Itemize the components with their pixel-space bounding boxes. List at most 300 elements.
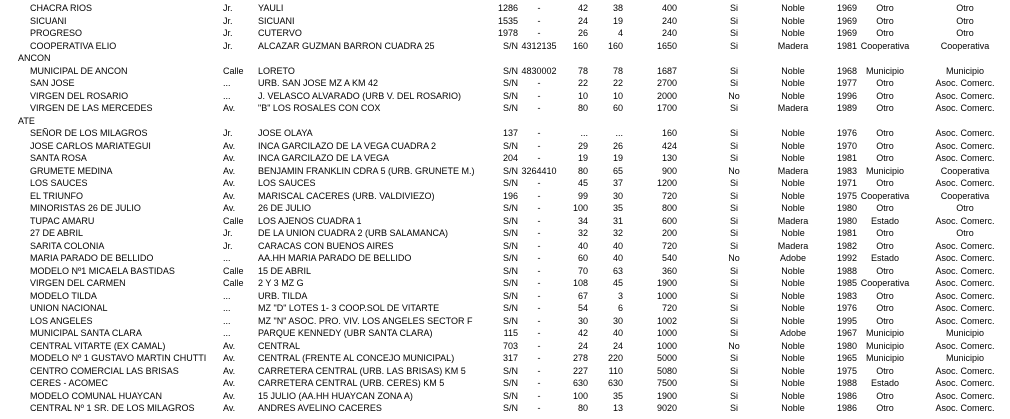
market-name-cell: SEÑOR DE LOS MILAGROS (30, 128, 148, 138)
owner-land-cell: Otro (876, 403, 894, 413)
owner-building-cell: Otro (956, 228, 974, 238)
owner-land-cell: Cooperativa (860, 40, 910, 51)
stalls-total-cell: ... (580, 128, 588, 138)
table-row (0, 77, 1010, 90)
market-name-cell: LOS SAUCES (30, 178, 88, 188)
owner-building-cell: Asoc. Comerc. (935, 315, 995, 326)
owner-land-cell: Municipio (865, 165, 905, 176)
market-name-cell: MINORISTAS 26 DE JULIO (30, 203, 141, 213)
market-name-cell: 27 DE ABRIL (30, 228, 84, 238)
table-row (0, 402, 1010, 415)
market-name-cell: CHACRA RIOS (30, 3, 93, 13)
water-service-cell: Si (729, 390, 738, 401)
market-name-cell: GRUMETE MEDINA (30, 165, 113, 176)
owner-building-cell: Asoc. Comerc. (935, 90, 995, 101)
water-service-cell: Si (729, 215, 738, 226)
phone-cell: - (537, 215, 541, 226)
street-type-cell: Calle (223, 278, 244, 288)
year-founded-cell: 1981 (836, 228, 858, 238)
stalls-active-cell: 19 (612, 15, 623, 26)
material-cell: Noble (781, 153, 805, 163)
stalls-active-cell: 13 (612, 403, 623, 413)
stalls-total-cell: 60 (577, 253, 588, 263)
material-cell: Noble (781, 403, 805, 413)
material-cell: Madera (777, 165, 809, 176)
street-type-cell: ... (223, 78, 231, 88)
owner-land-cell: Otro (876, 128, 894, 138)
area-cell: 400 (661, 3, 677, 13)
water-service-cell: Si (729, 328, 738, 338)
year-founded-cell: 1975 (836, 365, 858, 376)
table-row (0, 2, 1010, 15)
owner-building-cell: Cooperativa (940, 165, 990, 176)
material-cell: Noble (781, 353, 805, 363)
phone-cell: - (537, 315, 541, 326)
stalls-active-cell: 35 (612, 203, 623, 213)
owner-land-cell: Otro (876, 303, 894, 313)
area-cell: 1000 (656, 290, 677, 301)
stalls-total-cell: 45 (577, 178, 588, 188)
market-name-cell: SANTA ROSA (30, 153, 87, 163)
stalls-active-cell: 630 (607, 378, 623, 388)
market-name-cell: TUPAC AMARU (30, 215, 95, 226)
year-founded-cell: 1982 (836, 240, 858, 251)
phone-cell: - (537, 403, 541, 413)
phone-cell: - (537, 78, 541, 88)
phone-cell: - (537, 265, 541, 276)
street-type-cell: Av. (223, 203, 236, 213)
stalls-active-cell: 30 (612, 190, 623, 201)
street-number-cell: S/N (502, 228, 518, 238)
street-number-cell: 317 (502, 353, 518, 363)
phone-cell: 4830002 (521, 65, 557, 76)
owner-land-cell: Otro (876, 228, 894, 238)
year-founded-cell: 1969 (836, 28, 858, 38)
address-cell: CARRETERA CENTRAL (URB. CERES) KM 5 (258, 378, 445, 388)
market-name-cell: MUNICIPAL SANTA CLARA (30, 328, 142, 338)
stalls-total-cell: 80 (577, 103, 588, 113)
area-cell: 160 (661, 128, 677, 138)
phone-cell: 3264410 (521, 165, 557, 176)
address-cell: INCA GARCILAZO DE LA VEGA (258, 153, 390, 163)
owner-building-cell: Asoc. Comerc. (935, 153, 995, 163)
stalls-total-cell: 108 (572, 278, 588, 288)
market-name-cell: CERES - ACOMEC (30, 378, 109, 388)
owner-land-cell: Otro (876, 203, 894, 213)
table-row (0, 102, 1010, 115)
street-type-cell: ... (223, 315, 231, 326)
year-founded-cell: 1976 (836, 128, 858, 138)
street-type-cell: Jr. (223, 15, 233, 26)
table-row (0, 240, 1010, 253)
street-type-cell: Jr. (223, 240, 233, 251)
stalls-total-cell: 26 (577, 28, 588, 38)
table-row (0, 327, 1010, 340)
table-row (0, 227, 1010, 240)
material-cell: Noble (781, 15, 805, 26)
phone-cell: - (537, 253, 541, 263)
owner-building-cell: Asoc. Comerc. (935, 215, 995, 226)
owner-land-cell: Estado (870, 215, 900, 226)
address-cell: LORETO (258, 65, 295, 76)
street-number-cell: 115 (503, 328, 518, 338)
year-founded-cell: 1985 (836, 278, 858, 288)
owner-land-cell: Cooperativa (860, 278, 910, 288)
water-service-cell: No (728, 90, 740, 101)
year-founded-cell: 1977 (836, 78, 858, 88)
stalls-total-cell: 160 (572, 40, 588, 51)
stalls-active-cell: 45 (612, 278, 623, 288)
stalls-total-cell: 278 (572, 353, 588, 363)
table-row (0, 340, 1010, 353)
year-founded-cell: 1980 (836, 340, 858, 351)
street-type-cell: Av. (223, 140, 236, 151)
year-founded-cell: 1989 (836, 103, 858, 113)
material-cell: Noble (781, 228, 805, 238)
table-row (0, 140, 1010, 153)
market-name-cell: CENTRO COMERCIAL LAS BRISAS (30, 365, 179, 376)
phone-cell: - (537, 153, 541, 163)
phone-cell: - (537, 3, 541, 13)
market-name-cell: CENTRAL VITARTE (EX CAMAL) (30, 340, 166, 351)
address-cell: 2 Y 3 MZ G (258, 278, 304, 288)
owner-building-cell: Cooperativa (940, 40, 990, 51)
street-type-cell: Av. (223, 103, 236, 113)
street-number-cell: S/N (502, 215, 518, 226)
address-cell: LOS SAUCES (258, 178, 316, 188)
stalls-active-cell: 26 (612, 140, 623, 151)
year-founded-cell: 1983 (836, 290, 858, 301)
stalls-active-cell: 31 (612, 215, 623, 226)
street-type-cell: Calle (223, 65, 244, 76)
street-type-cell: Jr. (223, 128, 233, 138)
area-cell: 5000 (656, 353, 677, 363)
stalls-total-cell: 100 (572, 390, 588, 401)
table-row (0, 290, 1010, 303)
material-cell: Noble (781, 390, 805, 401)
address-cell: CENTRAL (258, 340, 301, 351)
phone-cell: - (537, 365, 541, 376)
owner-building-cell: Asoc. Comerc. (935, 78, 995, 88)
market-name-cell: SAN JOSE (30, 78, 75, 88)
stalls-total-cell: 32 (577, 228, 588, 238)
street-type-cell: Av. (223, 165, 236, 176)
water-service-cell: Si (729, 265, 738, 276)
material-cell: Noble (781, 178, 805, 188)
market-name-cell: VIRGEN DEL CARMEN (30, 278, 126, 288)
material-cell: Noble (781, 128, 805, 138)
stalls-active-cell: 78 (612, 65, 623, 76)
address-cell: PARQUE KENNEDY (UBR SANTA CLARA) (258, 328, 433, 338)
area-cell: 240 (661, 28, 677, 38)
owner-building-cell: Municipio (945, 65, 985, 76)
stalls-total-cell: 42 (577, 3, 588, 13)
owner-building-cell: Asoc. Comerc. (935, 140, 995, 151)
address-cell: CENTRAL (FRENTE AL CONCEJO MUNICIPAL) (258, 353, 455, 363)
year-founded-cell: 1969 (836, 3, 858, 13)
street-number-cell: S/N (502, 303, 518, 313)
owner-building-cell: Asoc. Comerc. (935, 240, 995, 251)
street-number-cell: 1286 (497, 3, 518, 13)
stalls-total-cell: 24 (577, 15, 588, 26)
address-cell: 15 JULIO (AA.HH HUAYCAN ZONA A) (258, 390, 413, 401)
year-founded-cell: 1971 (836, 178, 858, 188)
owner-land-cell: Otro (876, 153, 894, 163)
owner-land-cell: Otro (876, 78, 894, 88)
owner-land-cell: Otro (876, 240, 894, 251)
water-service-cell: Si (729, 365, 738, 376)
street-type-cell: Jr. (223, 3, 233, 13)
year-founded-cell: 1988 (836, 265, 858, 276)
address-cell: MARISCAL CACERES (URB. VALDIVIEZO) (258, 190, 435, 201)
stalls-active-cell: 40 (612, 253, 623, 263)
street-number-cell: S/N (502, 165, 518, 176)
water-service-cell: Si (729, 178, 738, 188)
stalls-total-cell: 80 (577, 403, 588, 413)
street-number-cell: S/N (502, 365, 518, 376)
material-cell: Noble (781, 290, 805, 301)
owner-land-cell: Otro (876, 315, 894, 326)
street-number-cell: S/N (502, 278, 518, 288)
phone-cell: - (537, 15, 541, 26)
material-cell: Noble (781, 315, 805, 326)
street-number-cell: S/N (502, 378, 518, 388)
market-name-cell: VIRGEN DE LAS MERCEDES (30, 103, 153, 113)
water-service-cell: No (728, 253, 740, 263)
street-number-cell: S/N (502, 265, 518, 276)
address-cell: MZ "N" ASOC. PRO. VIV. LOS ANGELES SECTOR F (258, 315, 473, 326)
material-cell: Noble (781, 265, 805, 276)
owner-land-cell: Otro (876, 365, 894, 376)
year-founded-cell: 1975 (836, 190, 858, 201)
address-cell: J. VELASCO ALVARADO (URB V. DEL ROSARIO) (258, 90, 462, 101)
stalls-active-cell: 160 (607, 40, 623, 51)
material-cell: Noble (781, 203, 805, 213)
stalls-total-cell: 22 (577, 78, 588, 88)
phone-cell: - (537, 303, 541, 313)
address-cell: ALCAZAR GUZMAN BARRON CUADRA 25 (258, 40, 435, 51)
address-cell: CARRETERA CENTRAL (URB. LAS BRISAS) KM 5 (258, 365, 466, 376)
stalls-active-cell: 19 (612, 153, 623, 163)
stalls-total-cell: 78 (577, 65, 588, 76)
area-cell: 1900 (656, 390, 677, 401)
street-number-cell: 204 (502, 153, 518, 163)
phone-cell: - (537, 228, 541, 238)
owner-building-cell: Otro (956, 28, 974, 38)
street-number-cell: S/N (502, 78, 518, 88)
stalls-total-cell: 42 (577, 328, 588, 338)
owner-land-cell: Otro (876, 90, 894, 101)
street-type-cell: Av. (223, 353, 236, 363)
material-cell: Noble (781, 190, 805, 201)
address-cell: LOS AJENOS CUADRA 1 (258, 215, 362, 226)
owner-building-cell: Asoc. Comerc. (935, 403, 995, 413)
phone-cell: - (537, 28, 541, 38)
material-cell: Madera (777, 240, 809, 251)
table-row (0, 177, 1010, 190)
area-cell: 600 (661, 215, 677, 226)
owner-land-cell: Otro (876, 290, 894, 301)
water-service-cell: Si (729, 65, 738, 76)
owner-building-cell: Otro (956, 3, 974, 13)
address-cell: "B" LOS ROSALES CON COX (258, 103, 381, 113)
owner-land-cell: Otro (876, 178, 894, 188)
street-number-cell: S/N (502, 178, 518, 188)
water-service-cell: Si (729, 290, 738, 301)
phone-cell: - (537, 240, 541, 251)
area-cell: 1650 (656, 40, 677, 51)
material-cell: Noble (781, 140, 805, 151)
phone-cell: - (537, 353, 541, 363)
street-type-cell: ... (223, 90, 231, 101)
market-name-cell: SARITA COLONIA (30, 240, 105, 251)
water-service-cell: Si (729, 303, 738, 313)
street-type-cell: Jr. (223, 40, 233, 51)
street-type-cell: Av. (223, 178, 236, 188)
address-cell: YAULI (258, 3, 284, 13)
water-service-cell: Si (729, 403, 738, 413)
area-cell: 1200 (656, 178, 677, 188)
owner-land-cell: Otro (876, 265, 894, 276)
table-row (0, 65, 1010, 78)
material-cell: Noble (781, 65, 805, 76)
stalls-total-cell: 10 (577, 90, 588, 101)
market-name-cell: SICUANI (30, 15, 67, 26)
market-name-cell: LOS ANGELES (30, 315, 93, 326)
market-name-cell: UNION NACIONAL (30, 303, 108, 313)
material-cell: Noble (781, 28, 805, 38)
stalls-active-cell: 63 (612, 265, 623, 276)
stalls-active-cell: 38 (612, 3, 623, 13)
owner-building-cell: Asoc. Comerc. (935, 290, 995, 301)
owner-building-cell: Cooperativa (940, 190, 990, 201)
area-cell: 424 (661, 140, 677, 151)
street-number-cell: S/N (502, 103, 518, 113)
stalls-active-cell: 65 (612, 165, 623, 176)
street-number-cell: S/N (502, 390, 518, 401)
address-cell: CARACAS CON BUENOS AIRES (258, 240, 394, 251)
address-cell: 26 DE JULIO (258, 203, 312, 213)
market-name-cell: COOPERATIVA ELIO (30, 40, 117, 51)
area-cell: 5080 (656, 365, 677, 376)
material-cell: Noble (781, 78, 805, 88)
stalls-active-cell: 30 (612, 315, 623, 326)
table-row (0, 215, 1010, 228)
stalls-total-cell: 54 (577, 303, 588, 313)
water-service-cell: Si (729, 3, 738, 13)
stalls-active-cell: 60 (612, 103, 623, 113)
owner-building-cell: Asoc. Comerc. (935, 378, 995, 388)
year-founded-cell: 1986 (836, 390, 858, 401)
area-cell: 360 (661, 265, 677, 276)
year-founded-cell: 1981 (836, 153, 858, 163)
table-row (0, 152, 1010, 165)
stalls-total-cell: 24 (577, 340, 588, 351)
water-service-cell: Si (729, 28, 738, 38)
market-name-cell: EL TRIUNFO (30, 190, 84, 201)
street-type-cell: Av. (223, 378, 236, 388)
street-type-cell: Av. (223, 403, 236, 413)
material-cell: Adobe (779, 253, 807, 263)
material-cell: Madera (777, 103, 809, 113)
owner-land-cell: Otro (876, 15, 894, 26)
year-founded-cell: 1995 (836, 315, 858, 326)
phone-cell: - (537, 178, 541, 188)
year-founded-cell: 1988 (836, 378, 858, 388)
street-type-cell: Av. (223, 390, 236, 401)
table-row (0, 90, 1010, 103)
street-type-cell: Calle (223, 215, 244, 226)
water-service-cell: Si (729, 153, 738, 163)
water-service-cell: Si (729, 40, 738, 51)
material-cell: Noble (781, 3, 805, 13)
owner-building-cell: Asoc. Comerc. (935, 178, 995, 188)
phone-cell: - (537, 203, 541, 213)
street-type-cell: Calle (223, 265, 244, 276)
table-row (0, 277, 1010, 290)
street-type-cell: Av. (223, 365, 236, 376)
water-service-cell: No (728, 165, 740, 176)
area-cell: 9020 (656, 403, 677, 413)
year-founded-cell: 1967 (836, 328, 858, 338)
owner-land-cell: Municipio (865, 340, 905, 351)
owner-building-cell: Otro (956, 203, 974, 213)
owner-building-cell: Asoc. Comerc. (935, 128, 995, 138)
material-cell: Noble (781, 340, 805, 351)
year-founded-cell: 1986 (836, 403, 858, 413)
street-number-cell: 1535 (497, 15, 518, 26)
district-heading: ATE (18, 115, 35, 126)
market-name-cell: MUNICIPAL DE ANCON (30, 65, 128, 76)
address-cell: MZ "D" LOTES 1- 3 COOP.SOL DE VITARTE (258, 303, 440, 313)
material-cell: Madera (777, 215, 809, 226)
owner-land-cell: Municipio (865, 65, 905, 76)
stalls-total-cell: 34 (577, 215, 588, 226)
table-row (0, 352, 1010, 365)
street-type-cell: Jr. (223, 228, 233, 238)
stalls-total-cell: 630 (572, 378, 588, 388)
area-cell: 720 (661, 190, 677, 201)
year-founded-cell: 1976 (836, 303, 858, 313)
water-service-cell: Si (729, 140, 738, 151)
stalls-total-cell: 30 (577, 315, 588, 326)
street-number-cell: S/N (502, 140, 518, 151)
street-number-cell: S/N (502, 65, 518, 76)
owner-land-cell: Otro (876, 140, 894, 151)
phone-cell: - (537, 390, 541, 401)
stalls-active-cell: 24 (612, 340, 623, 351)
stalls-total-cell: 67 (577, 290, 588, 301)
owner-land-cell: Otro (876, 390, 894, 401)
phone-cell: - (537, 128, 541, 138)
area-cell: 7500 (656, 378, 677, 388)
area-cell: 1687 (656, 65, 677, 76)
street-type-cell: Jr. (223, 28, 233, 38)
market-name-cell: MODELO COMUNAL HUAYCAN (30, 390, 163, 401)
owner-building-cell: Asoc. Comerc. (935, 265, 995, 276)
owner-land-cell: Otro (876, 103, 894, 113)
phone-cell: - (537, 90, 541, 101)
stalls-total-cell: 40 (577, 240, 588, 251)
street-type-cell: ... (223, 303, 231, 313)
phone-cell: - (537, 328, 541, 338)
water-service-cell: Si (729, 353, 738, 363)
table-row (0, 302, 1010, 315)
water-service-cell: Si (729, 278, 738, 288)
street-number-cell: S/N (502, 290, 518, 301)
area-cell: 720 (661, 240, 677, 251)
phone-cell: - (537, 190, 541, 201)
